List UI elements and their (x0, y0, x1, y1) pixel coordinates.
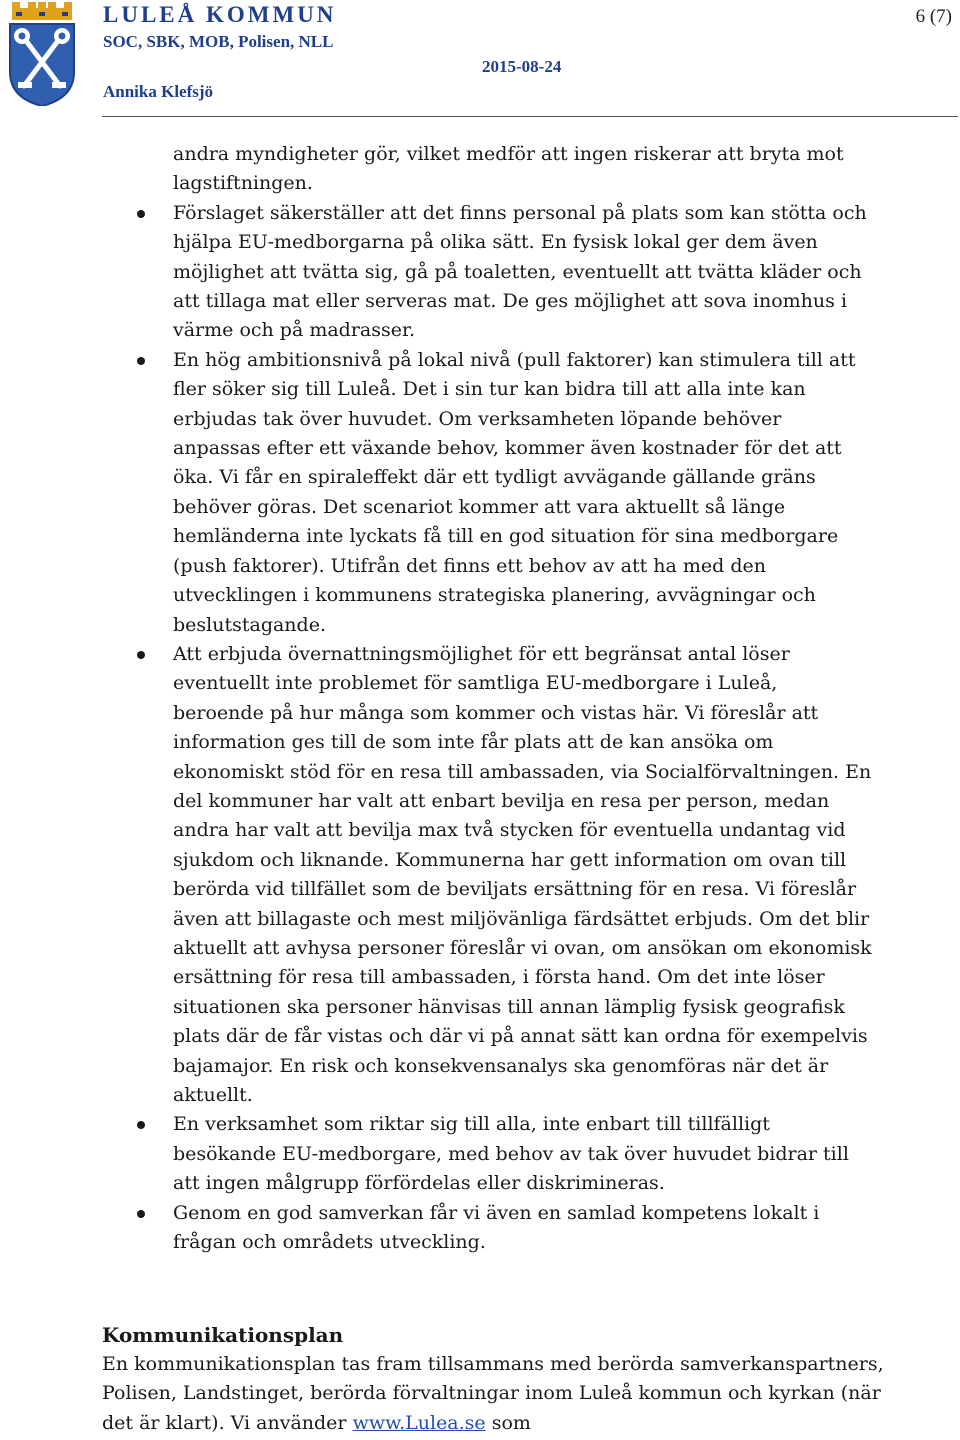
lulea-website-link[interactable]: www.Lulea.se (352, 1411, 486, 1434)
bullet-icon (137, 210, 145, 218)
list-item (173, 1110, 873, 1198)
list-item-text: En hög ambitionsnivå på lokal nivå (pull faktorer) kan stimulera till att fler söker sig till Luleå. Det i sin tur kan bidra till att alla inte kan erbjudas tak över huvudet. Om verksamheten löpande behöver anpassas efter ett växande behov, kommer även kostnader för det att öka. Vi får en spiraleffekt där ett tydligt avvägande gällande gräns behöver göras. Det scenariot kommer att vara aktuellt så länge hemländerna inte lyckats få till en god situation för sina medborgare (push faktorer). Utifrån det finns ett behov av att ha med den utvecklingen i kommunens strategiska planering, avvägningar och beslutstagande. (173, 348, 856, 636)
list-item-text: En verksamhet som riktar sig till alla, inte enbart till tillfälligt besökande EU-medborgare, med behov av tak över huvudet bidrar till att ingen målgrupp förfördelas eller diskrimineras. (173, 1113, 849, 1195)
section-paragraph (102, 1350, 902, 1438)
list-item (173, 640, 873, 1111)
list-item-text: Förslaget säkerställer att det finns personal på plats som kan stötta och hjälpa EU-medborgarna på olika sätt. En fysisk lokal ger dem även möjlighet att tvätta sig, gå på toaletten, eventuellt att tvätta kläder och att tillaga mat eller serveras mat. De ges möjlighet att sova inomhus i värme och på madrasser. (173, 201, 867, 342)
organization-name: LULEÅ KOMMUN (103, 2, 337, 27)
page-header (0, 0, 960, 120)
list-item-text: Genom en god samverkan får vi även en samlad kompetens lokalt i frågan och områdets utveckling. (173, 1201, 820, 1254)
bullet-icon (137, 357, 145, 365)
section-heading: Kommunikationsplan (102, 1323, 344, 1347)
communication-plan-section (102, 1320, 902, 1438)
list-item-text: Att erbjuda övernattningsmöjlighet för ett begränsat antal löser eventuellt inte problemet för samtliga EU-medborgare i Luleå, beroende på hur många som kommer och vistas här. Vi föreslår att information ges till de som inte får plats att de kan ansöka om ekonomiskt stöd för en resa till ambassaden, via Socialförvaltningen. En del kommuner har valt att enbart bevilja en resa per person, medan andra har valt att bevilja max två stycken för eventuella undantag vid sjukdom och liknande. Kommunerna har gett information om ovan till berörda vid tillfället som de beviljats ersättning för en resa. Vi föreslår även att billagaste och mest miljövänliga färdsättet erbjuds. Om det blir aktuellt att avhysa personer föreslår vi ovan, om ansökan om ekonomisk ersättning för resa till ambassaden, i första hand. Om det inte löser situationen ska personer hänvisas till annan lämplig fysisk geografisk plats där de får vistas och där vi på annat sätt kan ordna för exempelvis bajamajor. En risk och konsekvensanalys ska genomföras när det är aktuellt. (173, 642, 872, 1106)
page-number: 6 (7) (915, 6, 952, 27)
continuation-paragraph: andra myndigheter gör, vilket medför att ingen riskerar att bryta mot lagstiftningen. (173, 143, 844, 195)
author-name: Annika Klefsjö (103, 82, 214, 101)
list-item (173, 346, 873, 640)
header-divider (102, 116, 958, 117)
section-text: En kommunikationsplan tas fram tillsammans med berörda samverkanspartners, Polisen, Landstinget, berörda förvaltningar inom Luleå kommun och kyrkan (när det är klart). Vi använder (102, 1353, 884, 1434)
bullet-list (0, 199, 960, 1258)
bullet-icon (137, 1210, 145, 1218)
organization-units: SOC, SBK, MOB, Polisen, NLL (103, 32, 334, 51)
list-item (173, 1199, 873, 1258)
list-item (173, 199, 873, 346)
bullet-icon (137, 1121, 145, 1129)
lulea-coat-of-arms-icon (4, 2, 80, 106)
section-text-end: som (485, 1411, 531, 1434)
bullet-icon (137, 651, 145, 659)
document-date: 2015-08-24 (482, 57, 562, 76)
document-body (0, 140, 960, 1257)
